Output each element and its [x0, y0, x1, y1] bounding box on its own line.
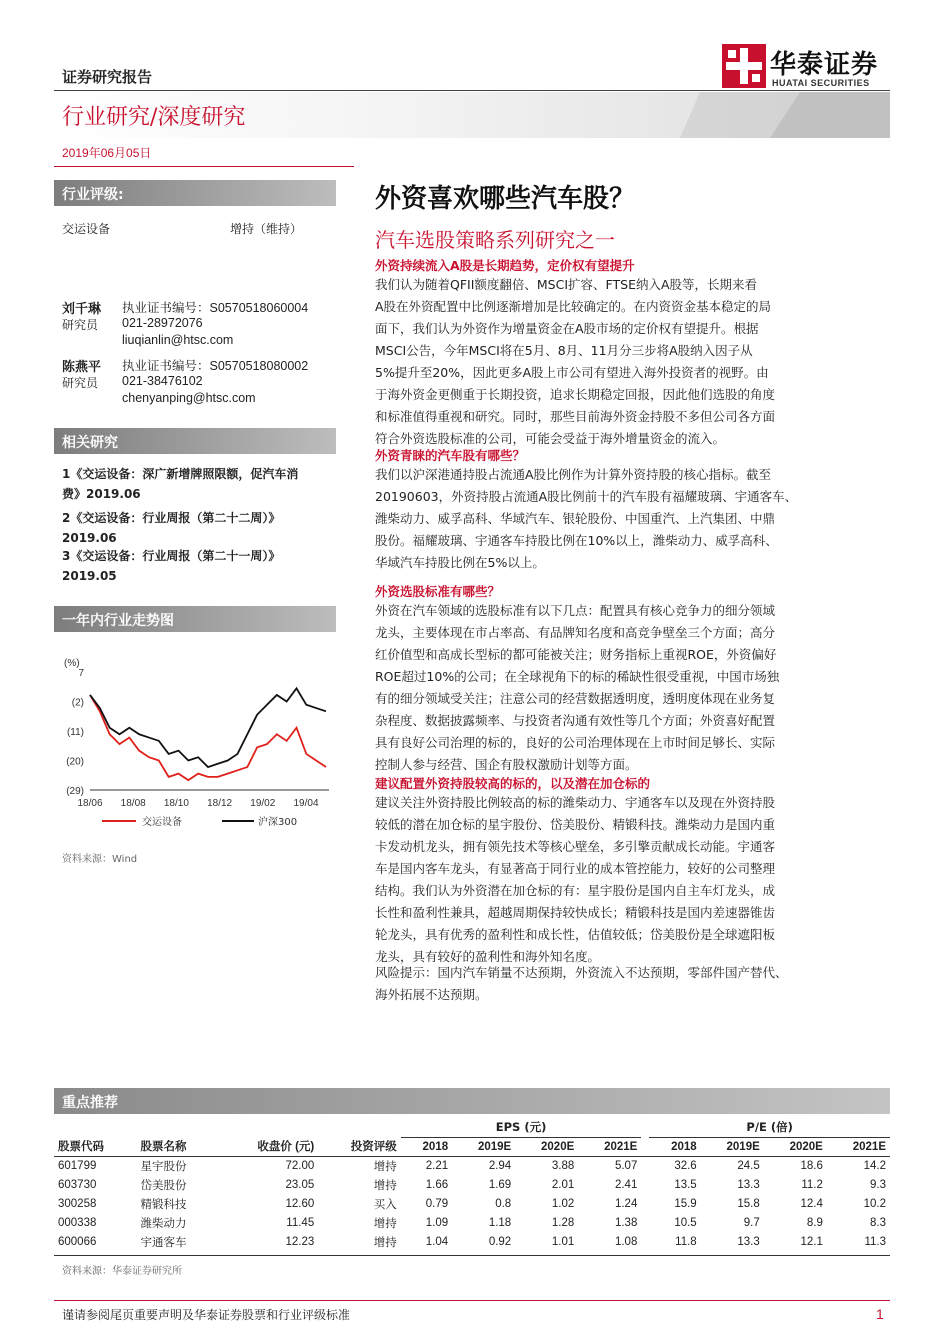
footer-disclaimer: 谨请参阅尾页重要声明及华泰证券股票和行业评级标准	[62, 1308, 351, 1322]
section-body	[375, 464, 887, 574]
table-cell: 1.04	[425, 1235, 449, 1248]
table-cell: 0.8	[495, 1197, 512, 1210]
body-line: ROE超过10%的公司；在全球视角下的标的稀缺性很受重视，中国市场独	[375, 669, 780, 684]
x-tick-label: 19/02	[250, 798, 276, 809]
table-cell: 1.66	[425, 1178, 449, 1191]
analyst-name: 陈燕平	[62, 360, 102, 375]
analyst-role: 研究员	[62, 318, 99, 332]
related-item-line: 3《交运设备：行业周报（第二十一周）》	[62, 549, 281, 563]
table-cell: 宇通客车	[140, 1234, 187, 1249]
section-body	[375, 792, 887, 968]
analyst-email[interactable]: chenyanping@htsc.com	[122, 391, 256, 405]
section-heading: 外资持续流入A股是长期趋势，定价权有望提升	[375, 258, 635, 273]
body-line: 潍柴动力、威孚高科、华域汽车、银轮股份、中国重汽、上汽集团、中鼎	[375, 511, 776, 526]
body-line: 股份。福耀玻璃、宇通客车持股比例在10%以上，潍柴动力、威孚高科、	[375, 533, 778, 548]
col-header: 2019E	[477, 1140, 512, 1153]
col-header: 2021E	[852, 1140, 886, 1153]
body-line: 较低的潜在加仓标的星宇股份、岱美股份、精锻科技。潍柴动力是国内重	[375, 817, 776, 832]
report-title: 外资喜欢哪些汽车股？	[375, 184, 636, 214]
section-heading: 外资选股标准有哪些？	[375, 584, 501, 599]
body-line: 符合外资选股标准的公司，可能会受益于海外增量资金的流入。	[375, 431, 726, 446]
y-tick-label: 7	[78, 668, 84, 679]
col-header: 股票名称	[140, 1139, 187, 1154]
table-cell: 000338	[58, 1216, 97, 1229]
table-bottom-rule	[54, 1255, 890, 1256]
x-tick-label: 18/06	[77, 798, 103, 809]
col-header: 2018	[422, 1140, 449, 1153]
body-line: 龙头，主要体现在市占率高、有品牌知名度和高竞争壁垒三个方面；高分	[375, 625, 776, 640]
table-cell: 2.94	[488, 1159, 512, 1172]
footer-rule	[54, 1300, 890, 1301]
body-line: 于海外资金更侧重于长期投资，追求长期稳定回报，因此他们选股的角度	[375, 387, 776, 402]
body-line: 卡发动机龙头，拥有领先技术等核心壁垒，多引擎贡献成长动能。宇通客	[375, 839, 776, 854]
rating-value: 增持（维持）	[230, 222, 303, 236]
table-cell: 72.00	[285, 1159, 315, 1172]
related-item-line: 2019.05	[62, 569, 117, 583]
x-tick-label: 18/08	[120, 798, 146, 809]
body-line: A股在外资配置中比例逐渐增加是比较确定的。在内资资金基本稳定的局	[375, 299, 772, 314]
table-cell: 11.2	[801, 1178, 823, 1191]
table-cell: 14.2	[863, 1159, 886, 1172]
body-line: 风险提示：国内汽车销量不达预期，外资流入不达预期，零部件国产替代、	[375, 965, 788, 980]
chart-ylabel: (%)	[64, 658, 80, 669]
table-cell: 24.5	[737, 1159, 760, 1172]
trend-heading: 一年内行业走势图	[54, 606, 336, 632]
table-row	[54, 1213, 890, 1232]
table-cell: 11.3	[864, 1235, 886, 1248]
body-line: 有的细分领域受关注；注意公司的经营数据透明度，透明度体现在业务复	[375, 691, 776, 706]
table-cell: 0.92	[488, 1235, 512, 1248]
analyst-phone: 021-38476102	[122, 374, 203, 388]
table-header-row	[54, 1137, 890, 1156]
x-tick-label: 18/10	[163, 798, 189, 809]
body-line: 20190603，外资持股占流通A股比例前十的汽车股有福耀玻璃、宇通客车、	[375, 489, 798, 504]
body-line: 我们以沪深港通持股占流通A股比例作为计算外资持股的核心指标。截至	[375, 467, 772, 482]
table-cell: 18.6	[800, 1159, 823, 1172]
table-row	[54, 1175, 890, 1194]
table-cell: 星宇股份	[140, 1158, 187, 1173]
body-line: 具有良好公司治理的标的，良好的公司治理体现在上市时间足够长、实际	[375, 735, 776, 750]
body-line: 控制人参与经营、国企有股权激励计划等方面。	[375, 757, 638, 772]
table-source: 资料来源：华泰证券研究所	[62, 1266, 182, 1277]
col-header: 股票代码	[58, 1139, 104, 1154]
body-line: MSCI公告，今年MSCI将在5月、8月、11月分三步将A股纳入因子从	[375, 343, 753, 358]
table-cell: 岱美股份	[140, 1177, 187, 1192]
y-tick-label: (2)	[71, 697, 84, 709]
table-cell: 9.7	[743, 1216, 760, 1229]
page-number: 1	[876, 1306, 884, 1322]
table-row	[54, 1156, 890, 1175]
table-cell: 2.41	[614, 1178, 638, 1191]
table-cell: 32.6	[674, 1159, 697, 1172]
related-item-line: 1《交运设备：深广新增牌照限额，促汽车消	[62, 467, 299, 481]
analyst-cert: 执业证书编号：S0570518080002	[122, 359, 309, 373]
table-cell: 12.4	[800, 1197, 823, 1210]
y-tick-label: (20)	[66, 756, 84, 768]
table-cell: 600066	[58, 1235, 97, 1248]
table-cell: 13.5	[674, 1178, 697, 1191]
y-tick-label: (11)	[66, 727, 84, 738]
table-cell: 15.8	[737, 1197, 760, 1210]
body-line: 华域汽车持股比例在5%以上。	[375, 555, 545, 570]
table-cell: 1.01	[551, 1235, 575, 1248]
table-cell: 12.60	[285, 1197, 315, 1210]
legend-label-series-1: 交运设备	[142, 817, 182, 828]
col-header: 2018	[671, 1140, 697, 1153]
rating-heading: 行业评级:	[54, 180, 336, 206]
legend-label-series-2: 沪深300	[258, 817, 298, 828]
related-item[interactable]	[62, 508, 334, 548]
table-cell: 11.8	[675, 1235, 697, 1248]
table-cell: 13.3	[737, 1178, 760, 1191]
table-cell: 8.3	[870, 1216, 886, 1229]
col-header: 投资评级	[350, 1141, 397, 1154]
table-cell: 8.9	[806, 1216, 823, 1229]
body-line: 杂程度、数据披露频率、与投资者沟通有效性等几个方面；外资喜好配置	[375, 713, 776, 728]
section-body	[375, 600, 887, 776]
body-line: 龙头，具有较好的盈利性和海外知名度。	[375, 949, 601, 964]
banner-decoration	[640, 92, 890, 172]
table-cell: 2.21	[425, 1159, 449, 1172]
analyst-phone: 021-28972076	[122, 316, 203, 330]
series-line-2	[90, 688, 326, 767]
table-cell: 10.5	[674, 1216, 697, 1229]
table-cell: 增持	[373, 1179, 397, 1192]
chart-source: 资料来源：Wind	[62, 854, 138, 865]
table-cell: 0.79	[425, 1197, 449, 1210]
body-line: 5%提升至20%，因此更多A股上市公司有望进入海外投资者的视野。由	[375, 365, 769, 380]
table-cell: 601799	[58, 1159, 97, 1172]
table-cell: 精锻科技	[140, 1196, 187, 1211]
table-cell: 1.28	[551, 1216, 575, 1229]
table-row	[54, 1232, 890, 1251]
col-header: 2019E	[726, 1140, 760, 1153]
related-item-line: 2019.06	[62, 531, 117, 545]
col-header: 收盘价 (元)	[257, 1141, 315, 1154]
table-cell: 13.3	[737, 1235, 760, 1248]
table-cell: 10.2	[863, 1197, 886, 1210]
col-header: 2020E	[541, 1140, 575, 1153]
table-cell: 603730	[58, 1178, 97, 1191]
table-cell: 1.02	[551, 1197, 575, 1210]
col-header: 2020E	[789, 1140, 823, 1153]
body-line: 结构。我们认为外资潜在加仓标的有：星宇股份是国内自主车灯龙头，成	[375, 883, 776, 898]
table-cell: 2.01	[551, 1178, 575, 1191]
section-body	[375, 274, 887, 450]
picks-table	[54, 1118, 890, 1251]
table-cell: 12.1	[800, 1235, 823, 1248]
trend-chart	[54, 650, 344, 840]
x-tick-label: 18/12	[207, 798, 233, 809]
body-line: 车是国内客车龙头，有显著高于同行业的成本管控能力，较好的公司整理	[375, 861, 776, 876]
related-item-line: 2《交运设备：行业周报（第二十二周）》	[62, 511, 281, 525]
table-cell: 300258	[58, 1197, 97, 1210]
header-rule	[54, 90, 890, 91]
table-cell: 买入	[373, 1198, 397, 1211]
table-cell: 增持	[373, 1160, 397, 1173]
table-cell: 23.05	[285, 1178, 315, 1191]
body-line: 长性和盈利性兼具，超越周期保持较快成长；精锻科技是国内差速器锥齿	[375, 905, 776, 920]
analyst-role: 研究员	[62, 376, 99, 390]
table-cell: 1.38	[614, 1216, 638, 1229]
body-line: 面下，我们认为外资作为增量资金在A股市场的定价权有望提升。根据	[375, 321, 759, 336]
risk-warning	[375, 962, 887, 1006]
table-cell: 1.08	[614, 1235, 638, 1248]
logo-text-cn: 华泰证券	[770, 50, 879, 80]
related-item-line: 费》2019.06	[62, 487, 141, 501]
table-row	[54, 1194, 890, 1213]
table-cell: 增持	[373, 1236, 397, 1249]
analyst-name: 刘千琳	[62, 302, 102, 317]
report-category: 行业研究/深度研究	[62, 105, 246, 130]
table-cell: 5.07	[614, 1159, 638, 1172]
table-cell: 11.45	[286, 1216, 315, 1229]
table-cell: 潍柴动力	[140, 1215, 187, 1230]
table-cell: 9.3	[870, 1178, 886, 1191]
publish-date: 2019年06月05日	[62, 146, 152, 160]
x-tick-label: 19/04	[293, 798, 319, 809]
body-line: 外资在汽车领域的选股标准有以下几点：配置具有核心竞争力的细分领域	[375, 603, 776, 618]
body-line: 红价值型和高成长型标的都可能被关注；财务指标上重视ROE，外资偏好	[375, 647, 777, 662]
analyst-email[interactable]: liuqianlin@htsc.com	[122, 333, 234, 347]
body-line: 建议关注外资持股比例较高的标的潍柴动力、宇通客车以及现在外资持股	[375, 795, 776, 810]
body-line: 和标准值得重视和研究。同时，那些目前海外资金持股不多但公司各方面	[375, 409, 776, 424]
related-item[interactable]	[62, 464, 334, 504]
related-heading: 相关研究	[54, 428, 336, 454]
eps-group-header: EPS (元)	[401, 1118, 642, 1137]
table-cell: 1.18	[488, 1216, 512, 1229]
table-group-header-row	[54, 1118, 890, 1137]
related-item[interactable]	[62, 546, 334, 586]
rating-industry: 交运设备	[62, 222, 111, 236]
report-type: 证券研究报告	[62, 68, 153, 86]
picks-heading: 重点推荐	[54, 1088, 890, 1114]
table-cell: 1.69	[488, 1178, 512, 1191]
logo-text-en: HUATAI SECURITIES	[772, 78, 870, 88]
y-tick-label: (29)	[66, 786, 84, 797]
body-line: 轮龙头，具有优秀的盈利性和成长性，估值较低；岱美股份是全球遮阳板	[375, 927, 776, 942]
report-subtitle: 汽车选股策略系列研究之一	[375, 228, 615, 252]
table-cell: 3.88	[551, 1159, 575, 1172]
table-cell: 12.23	[285, 1235, 315, 1248]
section-heading: 外资青睐的汽车股有哪些？	[375, 448, 526, 463]
body-line: 海外拓展不达预期。	[375, 987, 488, 1002]
date-rule	[54, 166, 354, 167]
col-header: 2021E	[604, 1140, 638, 1153]
pe-group-header: P/E (倍)	[649, 1118, 890, 1137]
body-line: 我们认为随着QFII额度翻倍、MSCI扩容、FTSE纳入A股等，长期来看	[375, 277, 758, 292]
table-cell: 1.24	[614, 1197, 638, 1210]
table-cell: 15.9	[674, 1197, 697, 1210]
table-cell: 1.09	[425, 1216, 449, 1229]
huatai-logo-icon	[722, 44, 766, 88]
analyst-cert: 执业证书编号：S0570518060004	[122, 301, 309, 315]
table-cell: 增持	[373, 1217, 397, 1230]
section-heading: 建议配置外资持股较高的标的，以及潜在加仓标的	[375, 776, 651, 791]
